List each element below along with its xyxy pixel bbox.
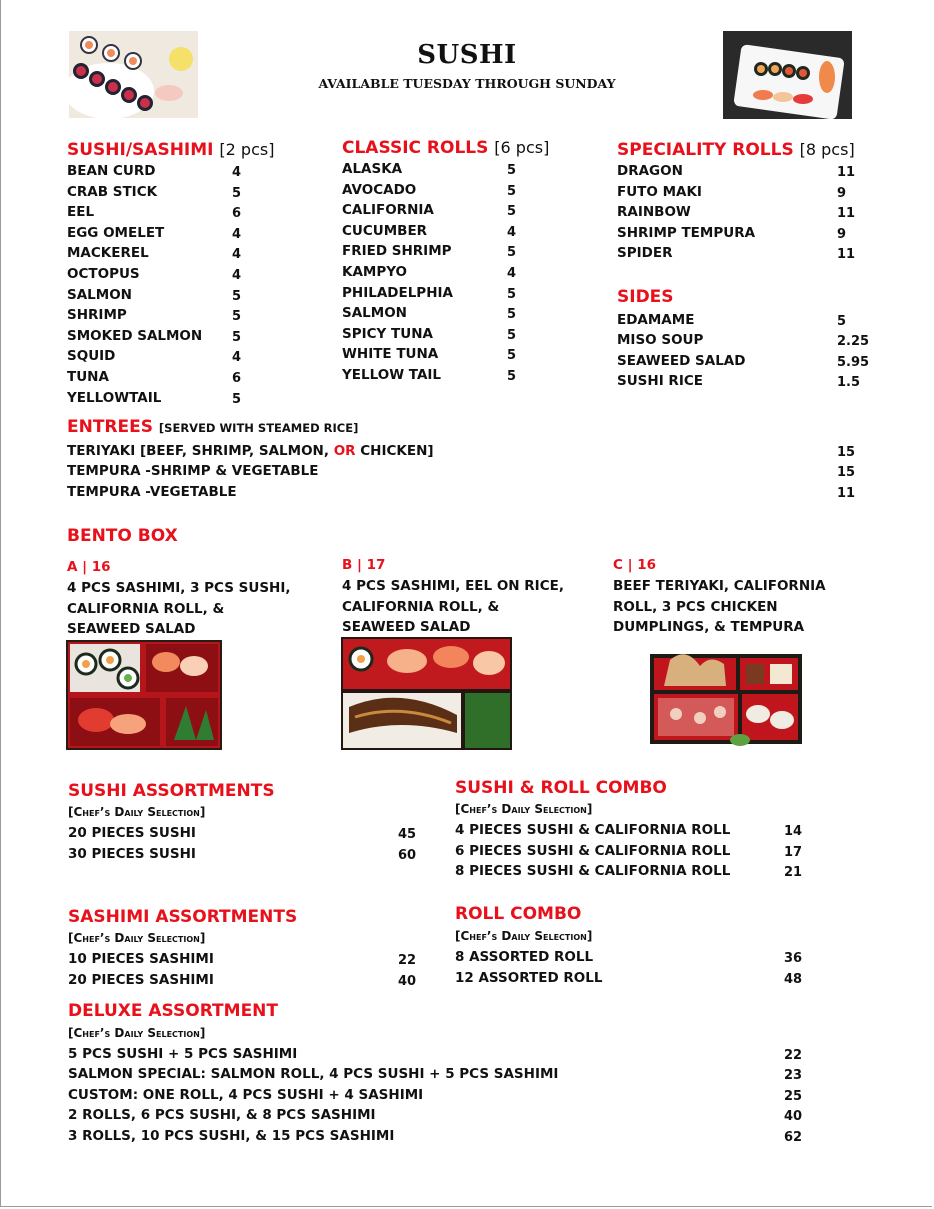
menu-item-price: 40	[784, 1109, 803, 1125]
menu-item-name: MISO SOUP	[617, 332, 704, 349]
menu-item-price: 5	[232, 309, 242, 325]
sushi-assortments-heading	[68, 781, 275, 801]
menu-item-price: 5	[507, 245, 517, 261]
menu-item-price: 9	[837, 226, 847, 242]
item-name-suffix: CHICKEN]	[355, 443, 434, 459]
menu-item-name: 6 PIECES SUSHI & CALIFORNIA ROLL	[455, 842, 731, 859]
desc-line: 4 PCS SASHIMI, 3 PCS SUSHI,	[67, 580, 291, 596]
menu-item-name: CALIFORNIA	[342, 202, 434, 219]
sushi-rolls-plate-photo	[723, 31, 852, 119]
menu-item-price: 14	[784, 824, 803, 839]
desc-line: CALIFORNIA ROLL, &	[67, 600, 225, 617]
desc-line: ROLL, 3 PCS CHICKEN	[613, 598, 778, 615]
page-title: SUSHI	[417, 40, 517, 70]
menu-item-name: SEAWEED SALAD	[617, 352, 746, 369]
classic-rolls-heading	[342, 138, 549, 158]
menu-item-name: 20 PIECES SASHIMI	[68, 972, 214, 988]
menu-item-name: 8 ASSORTED ROLL	[455, 949, 594, 965]
menu-item-price: 6	[232, 206, 242, 222]
menu-item-name: SALMON	[342, 305, 407, 322]
menu-item-price: 2.25	[837, 334, 870, 350]
menu-item-name: OCTOPUS	[67, 266, 140, 282]
section-qualifier: [6 pcs]	[494, 138, 550, 157]
menu-item-name: ALASKA	[342, 161, 403, 177]
section-title: SPECIALITY ROLLS	[617, 140, 794, 160]
menu-item-price: 4	[232, 226, 242, 242]
menu-item-price: 21	[784, 865, 803, 880]
section-note: [Chef’s Daily Selection]	[68, 805, 206, 819]
menu-item-price: 5	[232, 329, 242, 345]
section-title: SASHIMI ASSORTMENTS	[68, 907, 298, 927]
menu-item-name: SPICY TUNA	[342, 325, 433, 342]
bento-b-label: B | 17	[342, 557, 386, 573]
menu-item-name: EGG OMELET	[67, 224, 165, 241]
section-note: [Chef’s Daily Selection]	[455, 802, 593, 816]
section-title: SUSHI & ROLL COMBO	[455, 778, 667, 798]
menu-item-name: TEMPURA -VEGETABLE	[67, 484, 237, 500]
menu-item-name: 10 PIECES SASHIMI	[68, 951, 214, 967]
menu-item-name: AVOCADO	[342, 181, 417, 198]
menu-item-price: 15	[837, 465, 856, 480]
bento-c-label: C | 16	[613, 557, 657, 573]
menu-item-price: 4	[232, 165, 242, 180]
menu-item-price: 5	[507, 163, 517, 178]
menu-item-name: TUNA	[67, 369, 109, 385]
section-title: SUSHI/SASHIMI	[67, 140, 214, 160]
menu-item-name: BEAN CURD	[67, 163, 156, 179]
sushi-roll-combo-heading	[455, 778, 667, 798]
page-subtitle: AVAILABLE TUESDAY THROUGH SUNDAY	[318, 76, 616, 91]
item-price: 15	[837, 445, 856, 460]
menu-item-price: 23	[784, 1068, 803, 1084]
section-note: [SERVED WITH STEAMED RICE]	[158, 421, 359, 435]
menu-item-price: 5	[232, 391, 242, 407]
sushi-platter-photo	[69, 31, 198, 118]
bento-a-label: A | 16	[67, 559, 111, 575]
section-title: ENTREES	[67, 417, 153, 437]
section-title: CLASSIC ROLLS	[342, 138, 489, 158]
menu-item-name: FUTO MAKI	[617, 183, 702, 200]
entrees-heading	[67, 417, 358, 437]
menu-item-price: 11	[837, 247, 856, 263]
section-note: [Chef’s Daily Selection]	[68, 931, 206, 945]
menu-item-price: 4	[507, 266, 517, 281]
menu-item-name: 4 PIECES SUSHI & CALIFORNIA ROLL	[455, 822, 731, 838]
section-title: SUSHI ASSORTMENTS	[68, 781, 275, 801]
menu-item-name: CUSTOM: ONE ROLL, 4 PCS SUSHI + 4 SASHIMI	[68, 1086, 424, 1103]
menu-item-name: PHILADELPHIA	[342, 284, 453, 301]
roll-combo-heading	[455, 904, 581, 924]
section-note: [Chef’s Daily Selection]	[68, 1026, 206, 1040]
entree-item-teriyaki	[67, 443, 434, 459]
desc-line: CALIFORNIA ROLL, &	[342, 598, 500, 615]
sides-heading	[617, 287, 674, 307]
bento-a-description	[67, 578, 291, 640]
section-note: [Chef’s Daily Selection]	[455, 929, 593, 943]
menu-item-name: KAMPYO	[342, 264, 408, 280]
menu-item-name: MACKEREL	[67, 245, 149, 262]
menu-item-price: 5	[507, 286, 517, 302]
menu-item-name: TEMPURA -SHRIMP & VEGETABLE	[67, 463, 319, 479]
menu-item-name: DRAGON	[617, 163, 683, 179]
bento-box-heading	[67, 526, 178, 546]
menu-item-name: FRIED SHRIMP	[342, 243, 452, 260]
menu-item-name: SPIDER	[617, 245, 673, 262]
section-qualifier: [8 pcs]	[799, 140, 855, 159]
section-title: BENTO BOX	[67, 526, 178, 546]
menu-item-price: 48	[784, 972, 803, 987]
section-qualifier: [2 pcs]	[219, 140, 275, 159]
desc-line: SEAWEED SALAD	[342, 619, 471, 635]
menu-item-price: 11	[837, 486, 856, 501]
menu-item-name: 20 PIECES SUSHI	[68, 825, 196, 841]
deluxe-assortment-heading	[68, 1001, 278, 1021]
section-title: DELUXE ASSORTMENT	[68, 1001, 279, 1021]
bento-a-photo	[66, 640, 222, 750]
desc-line: BEEF TERIYAKI, CALIFORNIA	[613, 578, 826, 594]
menu-item-name: 5 PCS SUSHI + 5 PCS SASHIMI	[68, 1046, 298, 1062]
bento-b-description	[342, 576, 564, 638]
menu-item-price: 4	[232, 350, 242, 366]
menu-item-name: SMOKED SALMON	[67, 327, 203, 344]
bento-c-photo	[640, 636, 810, 754]
desc-line: SEAWEED SALAD	[67, 621, 196, 637]
sashimi-assortments-heading	[68, 907, 297, 927]
menu-item-price: 5	[507, 369, 517, 384]
menu-item-price: 5	[232, 288, 242, 304]
menu-item-price: 62	[784, 1129, 803, 1145]
menu-item-name: SQUID	[67, 348, 116, 365]
menu-item-name: SHRIMP TEMPURA	[617, 224, 756, 241]
menu-item-price: 5	[507, 204, 517, 220]
menu-item-price: 5	[507, 183, 517, 199]
menu-item-price: 22	[398, 953, 417, 968]
menu-item-price: 5	[232, 185, 242, 201]
menu-item-price: 11	[837, 206, 856, 222]
menu-item-price: 36	[784, 951, 803, 966]
menu-item-name: 2 ROLLS, 6 PCS SUSHI, & 8 PCS SASHIMI	[68, 1107, 376, 1124]
menu-item-name: CUCUMBER	[342, 222, 428, 239]
menu-item-price: 60	[398, 848, 417, 863]
menu-item-name: 3 ROLLS, 10 PCS SUSHI, & 15 PCS SASHIMI	[68, 1127, 395, 1144]
menu-item-price: 5	[837, 314, 847, 329]
menu-item-price: 1.5	[837, 374, 861, 390]
menu-item-name: 30 PIECES SUSHI	[68, 846, 196, 862]
menu-item-name: 8 PIECES SUSHI & CALIFORNIA ROLL	[455, 863, 731, 879]
menu-item-price: 17	[784, 844, 803, 860]
menu-item-price: 5	[507, 348, 517, 364]
speciality-rolls-heading	[617, 140, 855, 160]
menu-item-price: 4	[232, 268, 242, 283]
sushi-sashimi-heading	[67, 140, 274, 160]
bento-b-photo	[341, 637, 512, 750]
item-or: OR	[333, 443, 356, 459]
menu-item-price: 9	[837, 185, 847, 201]
section-title: ROLL COMBO	[455, 904, 582, 924]
menu-item-price: 6	[232, 371, 242, 386]
menu-item-price: 4	[232, 247, 242, 263]
item-name: TERIYAKI [BEEF, SHRIMP, SALMON,	[67, 443, 334, 459]
menu-item-name: RAINBOW	[617, 204, 691, 221]
menu-item-name: SALMON SPECIAL: SALMON ROLL, 4 PCS SUSHI + 5 PCS SASHIMI	[68, 1066, 559, 1083]
menu-item-name: SALMON	[67, 286, 132, 303]
menu-item-name: SUSHI RICE	[617, 372, 703, 389]
menu-item-name: 12 ASSORTED ROLL	[455, 970, 603, 986]
menu-item-price: 22	[784, 1048, 803, 1063]
menu-item-name: SHRIMP	[67, 307, 127, 324]
menu-item-price: 25	[784, 1088, 803, 1104]
desc-line: 4 PCS SASHIMI, EEL ON RICE,	[342, 578, 564, 594]
menu-item-name: EDAMAME	[617, 312, 695, 328]
bento-c-description	[613, 576, 826, 638]
menu-item-price: 5	[507, 327, 517, 343]
menu-item-name: YELLOW TAIL	[342, 367, 442, 383]
section-title: SIDES	[617, 287, 674, 307]
menu-item-name: WHITE TUNA	[342, 346, 439, 363]
menu-item-price: 40	[398, 974, 417, 989]
menu-item-price: 5.95	[837, 354, 870, 370]
menu-item-price: 45	[398, 827, 417, 842]
menu-item-name: YELLOWTAIL	[67, 389, 162, 406]
menu-item-price: 5	[507, 307, 517, 323]
desc-line: DUMPLINGS, & TEMPURA	[613, 619, 805, 635]
menu-item-price: 11	[837, 165, 856, 180]
menu-item-price: 4	[507, 224, 517, 240]
menu-item-name: CRAB STICK	[67, 183, 158, 200]
menu-item-name: EEL	[67, 204, 95, 221]
